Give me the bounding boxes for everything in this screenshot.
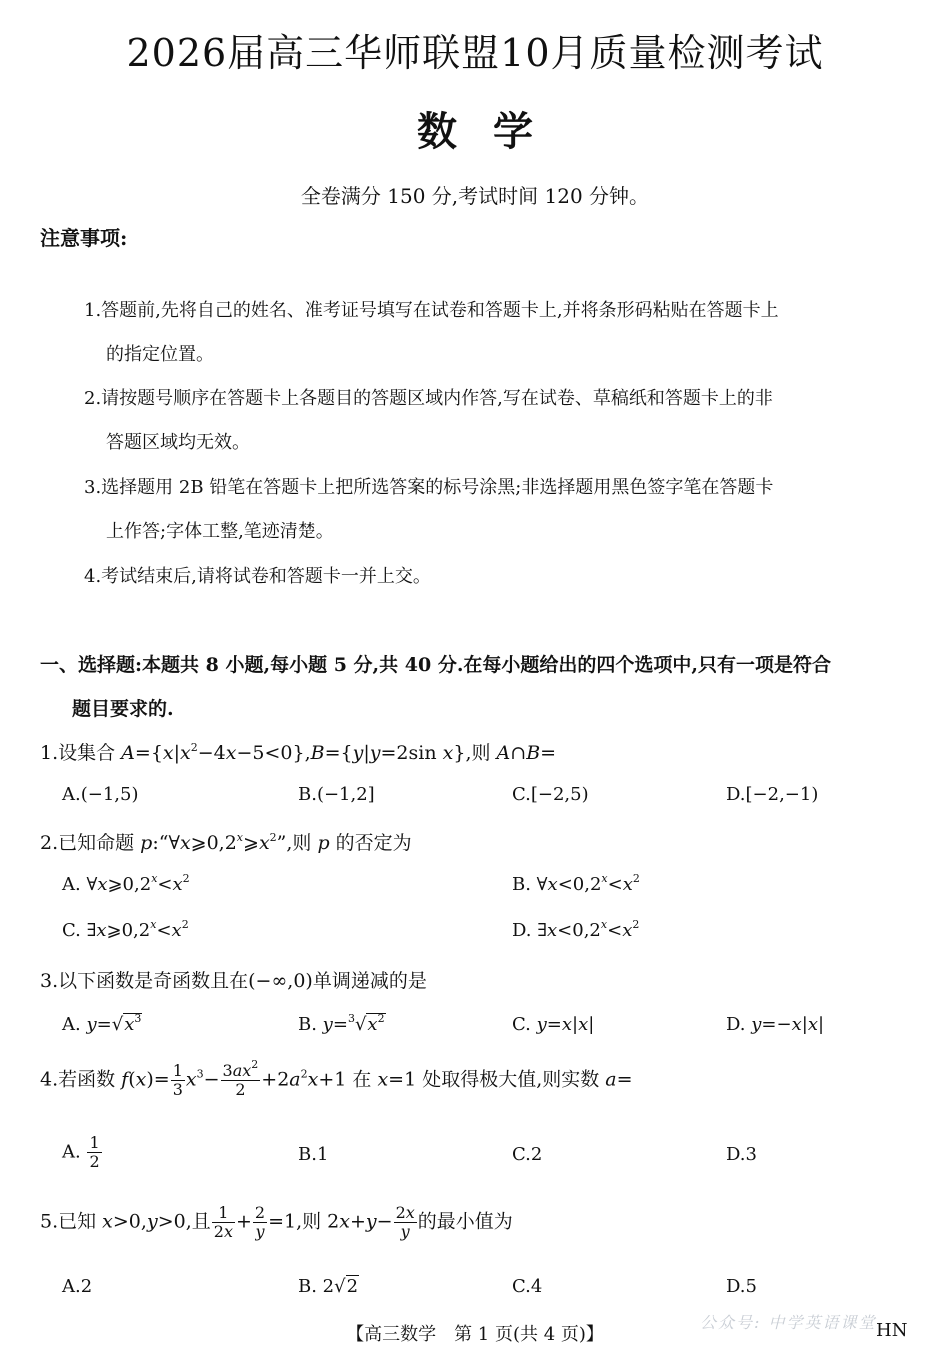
- notice-item-2: 2.请按题号顺序在答题卡上各题目的答题区域内作答,写在试卷、草稿纸和答题卡上的非: [84, 388, 773, 409]
- q3-option-c: C. y=x|x|: [512, 1014, 595, 1035]
- region-code: HN: [876, 1320, 908, 1341]
- q4-option-c: C.2: [512, 1144, 543, 1165]
- question-1: 1.设集合 $A=\{x|x^2-4x-5<0\},B=\{y|y=2\sin$ x},则 A∩B=: [40, 741, 557, 764]
- full-score-note: 全卷满分 150 分,考试时间 120 分钟。: [300, 184, 650, 208]
- q3-option-d: D. y=−x|x|: [726, 1014, 825, 1035]
- notice-heading: 注意事项:: [40, 226, 128, 250]
- page-footer: 【高三数学 第 1 页(共 4 页)】: [346, 1324, 604, 1345]
- q5-option-d: D.5: [726, 1276, 757, 1297]
- q4-option-b: B.1: [298, 1144, 329, 1165]
- section-heading-cont: 题目要求的.: [72, 698, 174, 720]
- q1-option-d: D.[−2,−1): [726, 784, 819, 805]
- watermark: 公众号: 中学英语课堂: [700, 1313, 877, 1332]
- q3-option-b: B. $y=^3√x^2$: [298, 1012, 385, 1035]
- q2-option-d: D. $\exists x<0,2^x<x^2$: [512, 918, 640, 941]
- section-heading: 一、选择题:本题共 8 小题,每小题 5 分,共 40 分.在每小题给出的四个选项中,只有一项是符合: [40, 654, 832, 676]
- q4-option-d: D.3: [726, 1144, 757, 1165]
- exam-title: 2026届高三华师联盟10月质量检测考试: [126, 31, 824, 75]
- q4-option-a: A. $\frac{1}{2}$: [62, 1133, 100, 1171]
- notice-item-4: 4.考试结束后,请将试卷和答题卡一并上交。: [84, 566, 431, 587]
- q3-option-a: A. $y=√x^3$: [62, 1012, 142, 1035]
- notice-item-3-cont: 上作答;字体工整,笔迹清楚。: [106, 521, 334, 542]
- question-4: 4.若函数 f(x)= $\frac{1}{3}$ $x^3-$ $\frac{3ax^2}{2}$ $+2a^2x+1$ 在 x=1 处取得极大值,则实数 a=: [40, 1058, 633, 1099]
- q2-option-a: A. $\forall x⩾0,2^x<x^2$: [62, 872, 190, 895]
- question-5: 5.已知 x>0,y>0,且 $\frac{1}{2x}$ + $\frac{2}{y}$ =1,则 2x+y− $\frac{2x}{y}$ 的最小值为: [40, 1203, 513, 1241]
- notice-item-2-cont: 答题区域均无效。: [106, 432, 250, 453]
- q5-option-c: C.4: [512, 1276, 543, 1297]
- q1-option-a: A.(−1,5): [62, 784, 139, 805]
- q1-option-b: B.(−1,2]: [298, 784, 375, 805]
- subject-title: 数学: [417, 108, 569, 155]
- notice-item-1: 1.答题前,先将自己的姓名、准考证号填写在试卷和答题卡上,并将条形码粘贴在答题卡上: [84, 300, 779, 321]
- q5-option-b: B. 2√2: [298, 1276, 359, 1297]
- question-2: 2.已知命题 $p:“\forall x⩾0,2^x⩾x^2$”,则 p 的否定为: [40, 831, 412, 854]
- q2-option-c: C. $\exists x⩾0,2^x<x^2$: [62, 918, 189, 941]
- q2-option-b: B. $\forall x<0,2^x<x^2$: [512, 872, 640, 895]
- notice-item-1-cont: 的指定位置。: [106, 344, 214, 365]
- q1-option-c: C.[−2,5): [512, 784, 589, 805]
- question-3: 3.以下函数是奇函数且在(−∞,0)单调递减的是: [40, 970, 427, 992]
- q5-option-a: A.2: [62, 1276, 93, 1297]
- notice-item-3: 3.选择题用 2B 铅笔在答题卡上把所选答案的标号涂黑;非选择题用黑色签字笔在答题卡: [84, 477, 774, 498]
